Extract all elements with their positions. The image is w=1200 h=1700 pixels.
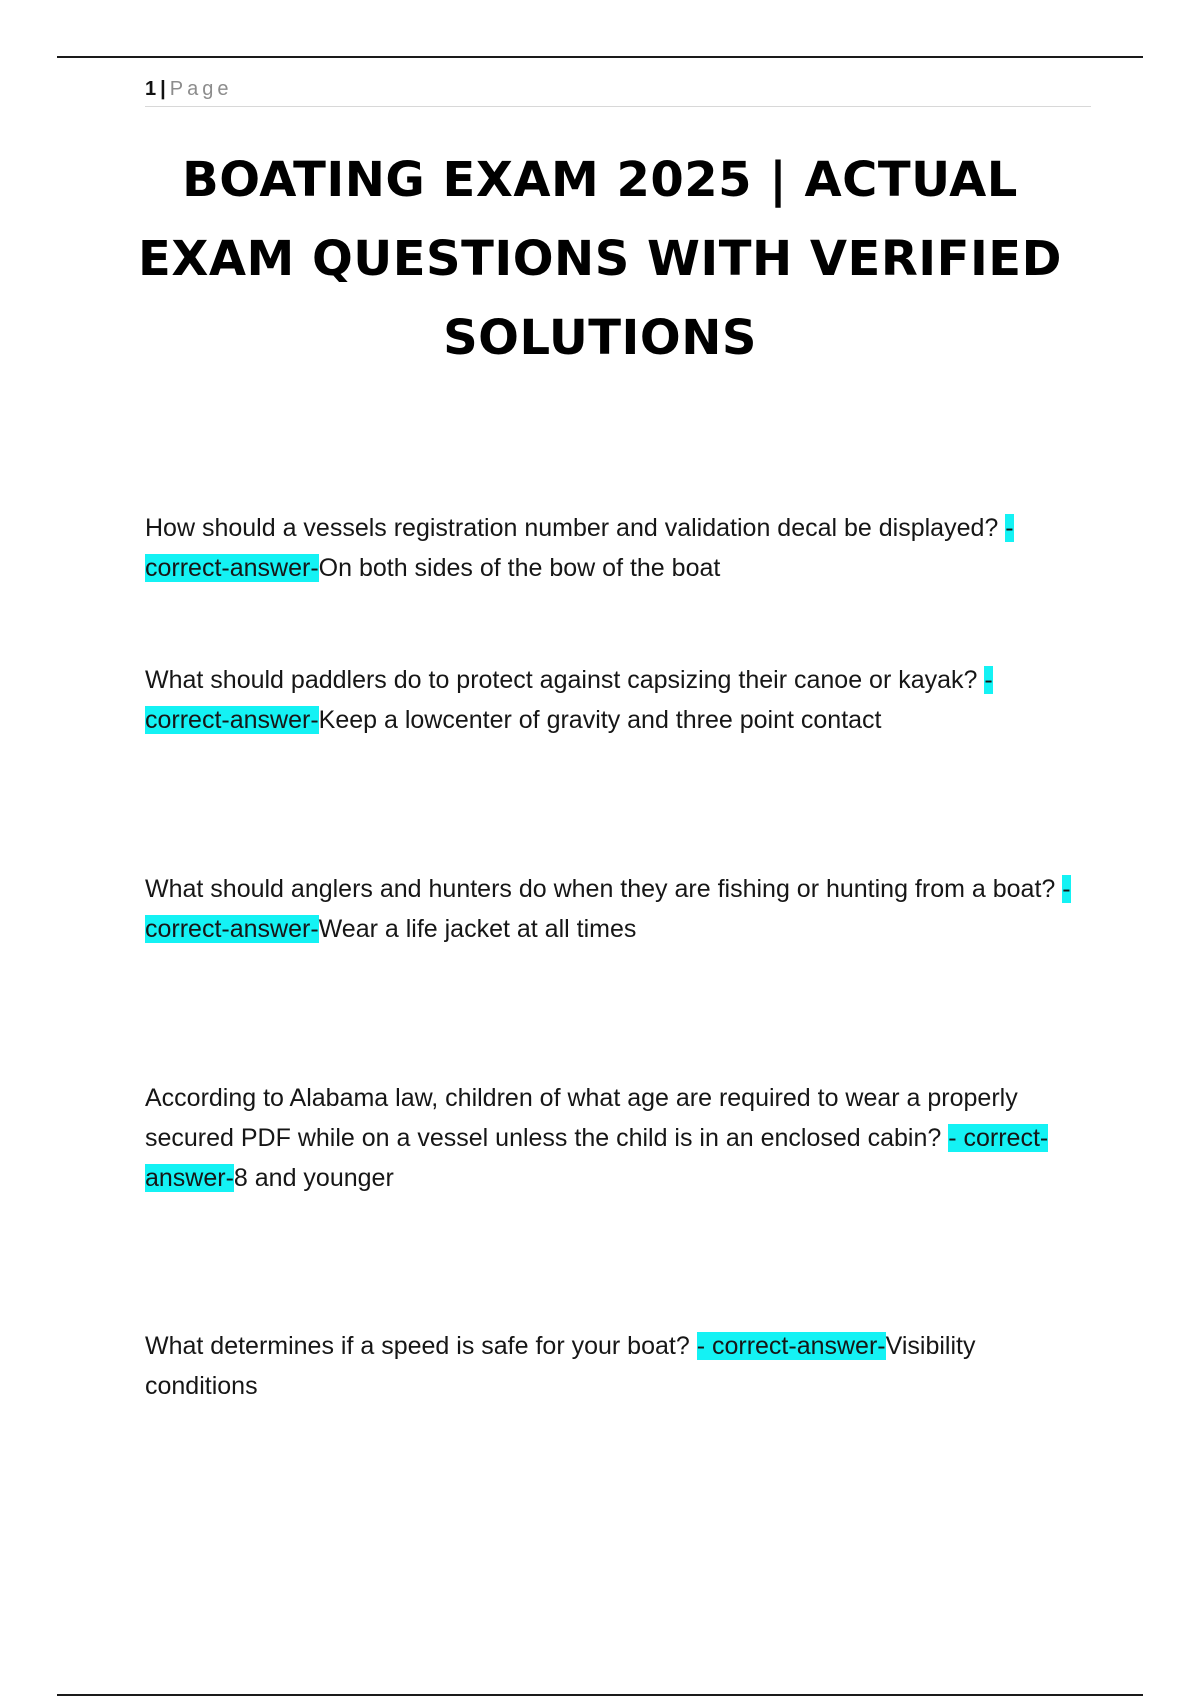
question-text: According to Alabama law, children of what age are required to wear a properly secured PDF while on a vessel unless the child is in an enclosed cabin? [145, 1084, 1018, 1152]
answer-text: 8 and younger [233, 1164, 394, 1192]
qa-item [145, 660, 1075, 740]
qa-item [145, 1326, 1075, 1406]
correct-answer-marker: - correct-answer- [145, 666, 993, 734]
correct-answer-marker: - correct-answer- [145, 1124, 1049, 1192]
top-rule [57, 56, 1143, 58]
page-word: Page [169, 78, 233, 100]
qa-item [145, 869, 1075, 949]
correct-answer-marker: - correct-answer- [696, 1332, 886, 1360]
bottom-rule [57, 1694, 1143, 1696]
correct-answer-marker: - correct-answer- [145, 514, 1014, 582]
answer-text: Keep a lowcenter of gravity and three point contact [318, 706, 882, 734]
qa-item [145, 1078, 1075, 1198]
question-text: What should paddlers do to protect against capsizing their canoe or kayak? [145, 666, 985, 694]
document-title: BOATING EXAM 2025 | ACTUAL EXAM QUESTIONS WITH VERIFIED SOLUTIONS [138, 152, 1062, 366]
qa-item [145, 508, 1075, 588]
question-text: What determines if a speed is safe for your boat? [145, 1332, 697, 1360]
answer-text: Wear a life jacket at all times [318, 915, 637, 943]
answer-text: Visibility conditions [145, 1332, 976, 1400]
page-separator: | [160, 78, 166, 100]
page-header [145, 76, 1091, 107]
page-number: 1 [145, 78, 157, 100]
answer-text: On both sides of the bow of the boat [318, 554, 721, 582]
question-text: How should a vessels registration number and validation decal be displayed? [145, 514, 1006, 542]
question-text: What should anglers and hunters do when they are fishing or hunting from a boat? [145, 875, 1063, 903]
correct-answer-marker: - correct-answer- [145, 875, 1071, 943]
